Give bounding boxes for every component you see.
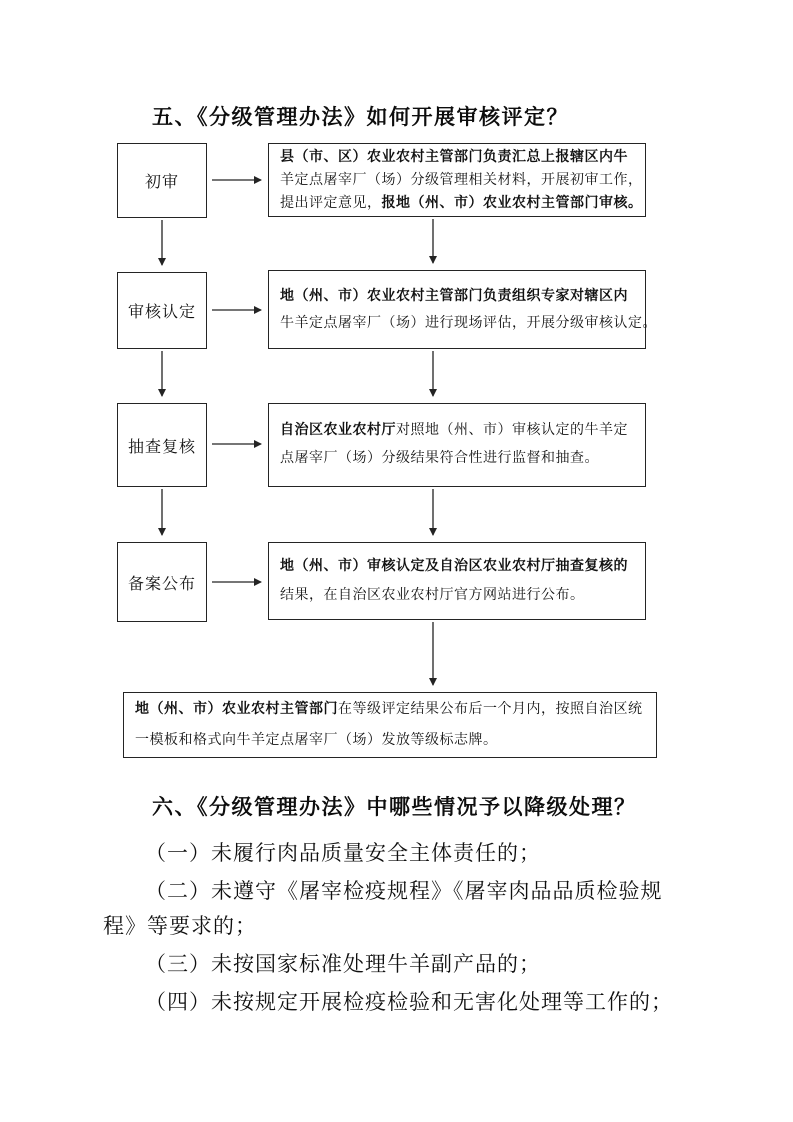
- detail-line: [280, 581, 639, 610]
- detail-text: 一模板和格式向牛羊定点屠宰厂（场）发放等级标志牌。: [135, 733, 498, 748]
- step-box-filing-publication-label: 备案公布: [127, 575, 196, 593]
- final-note-box: [123, 692, 657, 758]
- detail-text: 牛羊定点屠宰厂（场）进行现场评估，开展分级审核认定。: [280, 315, 657, 331]
- detail-text: 对照地（州、市）审核认定的牛羊定: [396, 423, 628, 438]
- detail-text: 地（州、市）农业农村主管部门负责组织专家对辖区内: [280, 288, 628, 304]
- detail-line: [280, 417, 639, 445]
- detail-text: 提出评定意见，: [280, 195, 382, 211]
- section-six-heading: 六、《分级管理办法》中哪些情况予以降级处理？: [152, 796, 637, 819]
- detail-line: [280, 552, 639, 581]
- detail-text: 报地（州、市）农业农村主管部门审核。: [381, 195, 643, 211]
- detail-text: 点屠宰厂（场）分级结果符合性进行监督和抽查。: [280, 451, 599, 466]
- detail-line: [135, 694, 650, 725]
- step-box-spot-check: [117, 403, 207, 487]
- detail-box-initial-review: [268, 143, 646, 217]
- detail-box-spot-check: [268, 403, 646, 487]
- downgrade-list: [103, 836, 689, 1023]
- detail-text: 自治区农业农村厅: [280, 423, 396, 438]
- detail-line: [280, 146, 639, 169]
- detail-line: [280, 445, 639, 473]
- detail-line: [280, 310, 657, 337]
- step-box-filing-publication: [117, 542, 207, 622]
- detail-text: 地（州、市）农业农村主管部门: [135, 702, 338, 717]
- detail-line: [280, 169, 643, 192]
- step-box-initial-review-label: 初审: [144, 174, 179, 191]
- step-box-review-confirmation-label: 审核认定: [127, 304, 196, 321]
- downgrade-item-3: （三）未按国家标准处理牛羊副产品的；: [145, 952, 541, 976]
- detail-line: [280, 283, 639, 310]
- detail-line: [280, 192, 643, 215]
- detail-text: 在等级评定结果公布后一个月内，按照自治区统: [338, 702, 643, 717]
- step-box-review-confirmation: [117, 272, 207, 349]
- downgrade-item-1: （一）未履行肉品质量安全主体责任的；: [145, 841, 541, 865]
- step-box-initial-review: [117, 143, 207, 218]
- detail-text: 县（市、区）农业农村主管部门负责汇总上报辖区内牛: [280, 149, 628, 165]
- downgrade-item-4: （四）未按规定开展检疫检验和无害化处理等工作的；: [145, 990, 673, 1014]
- section-five-heading: 五、《分级管理办法》如何开展审核评定？: [152, 106, 569, 129]
- detail-text: 结果，在自治区农业农村厅官方网站进行公布。: [280, 588, 585, 603]
- detail-text: 地（州、市）审核认定及自治区农业农村厅抽查复核的: [280, 559, 628, 574]
- detail-line: [135, 725, 650, 756]
- detail-box-review-confirmation: [268, 270, 657, 349]
- step-box-spot-check-label: 抽查复核: [127, 438, 196, 456]
- detail-text: 羊定点屠宰厂（场）分级管理相关材料，开展初审工作，: [280, 172, 643, 188]
- downgrade-item-2: （二）未遵守《屠宰检疫规程》《屠宰肉品品质检验规程》等要求的；: [103, 879, 663, 938]
- detail-box-filing-publication: [268, 542, 646, 620]
